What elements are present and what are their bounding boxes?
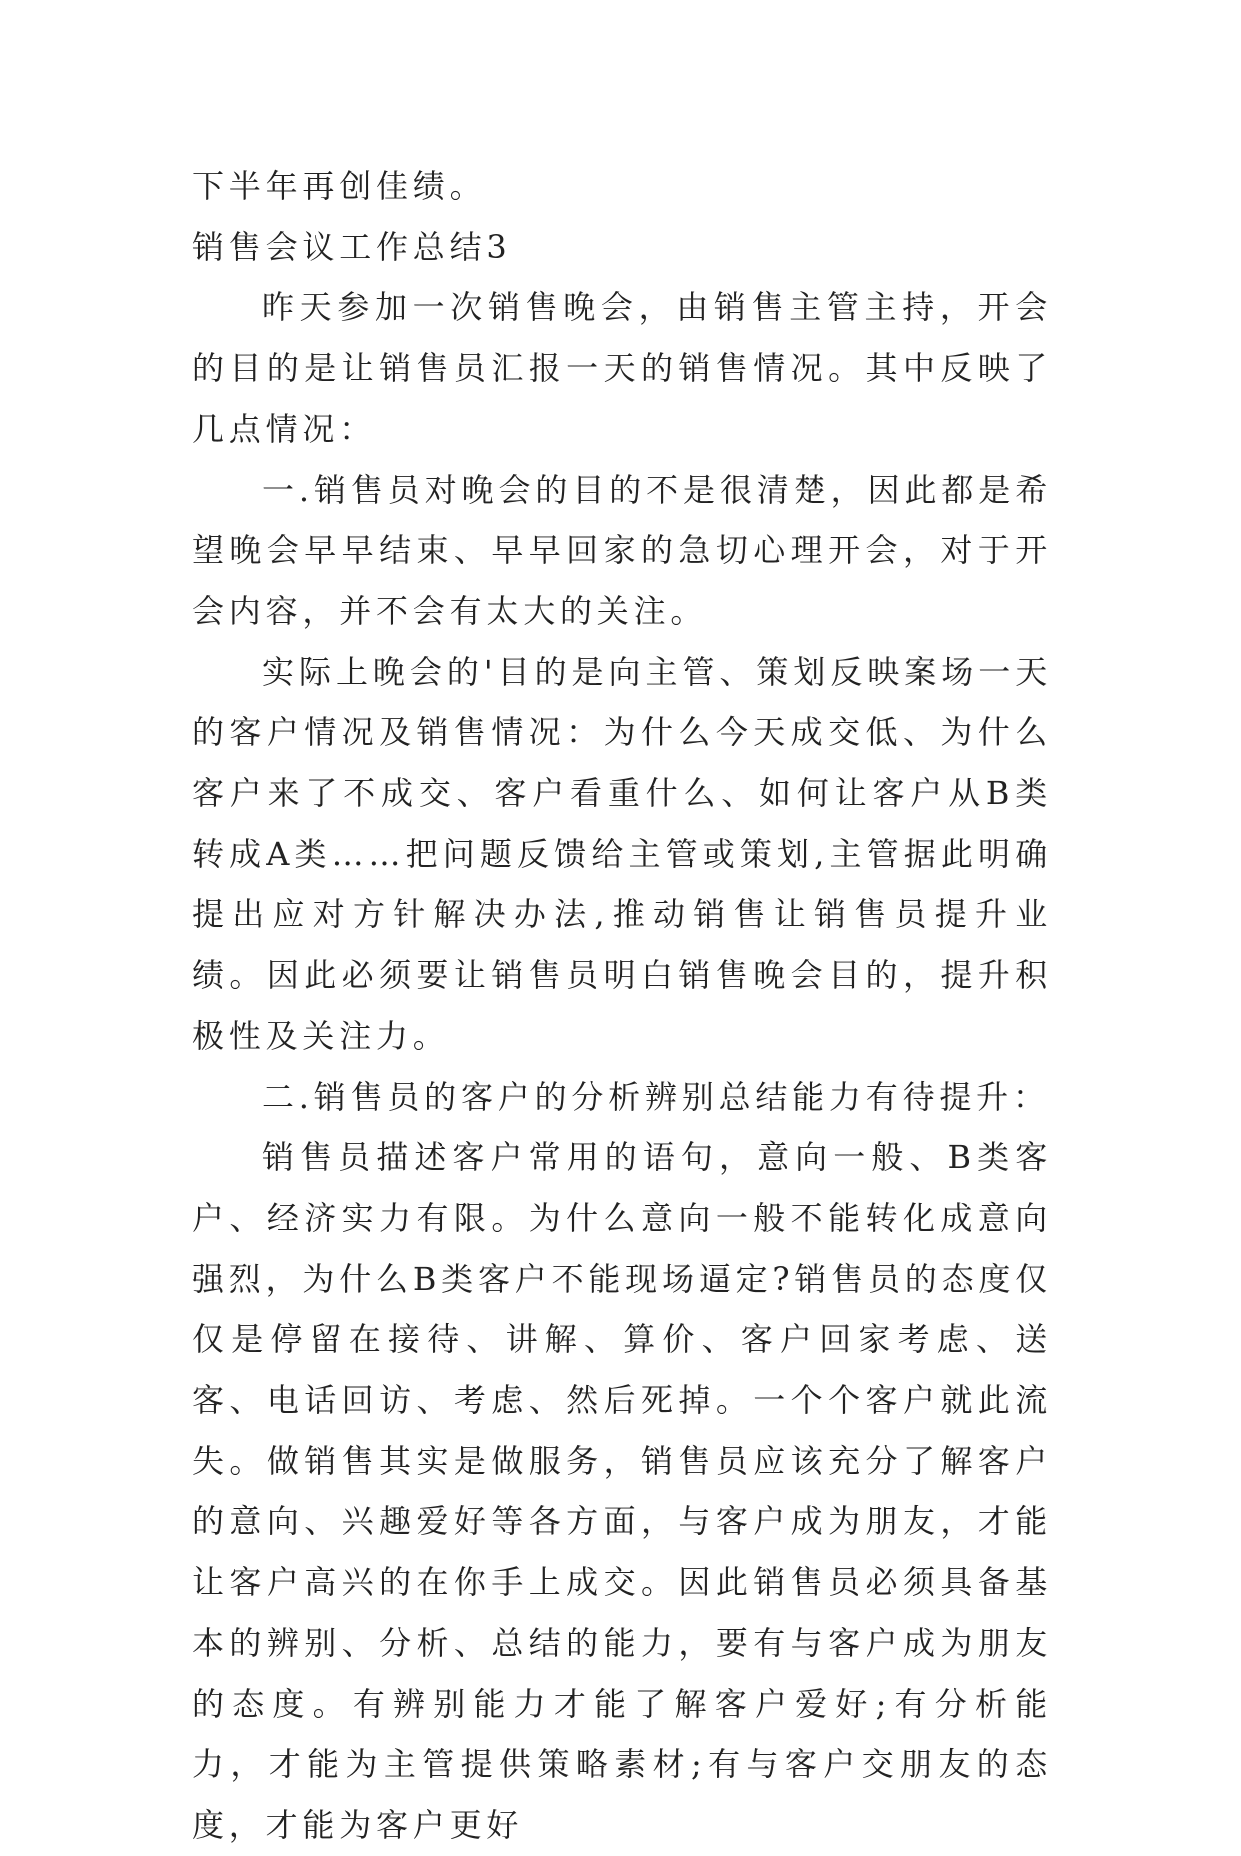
paragraph-purpose: 实际上晚会的'目的是向主管、策划反映案场一天的客户情况及销售情况：为什么今天成交低、为什么客户来了不成交、客户看重什么、如何让客户从B类转成A类……把问题反馈给主管或策划,主管据此明确提出应对方针解决办法,推动销售让销售员提升业绩。因此必须要让销售员明白销售晚会目的，提升积极性及关注力。 (192, 652, 1052, 1055)
paragraph-continuation: 下半年再创佳绩。 (192, 167, 487, 205)
document-body (192, 156, 1052, 1856)
paragraph-intro: 昨天参加一次销售晚会，由销售主管主持，开会的目的是让销售员汇报一天的销售情况。其中反映了几点情况： (192, 288, 1052, 448)
paragraph-analysis: 销售员描述客户常用的语句，意向一般、B类客户、经济实力有限。为什么意向一般不能转化成意向强烈，为什么B类客户不能现场逼定?销售员的态度仅仅是停留在接待、讲解、算价、客户回家考虑、送客、电话回访、考虑、然后死掉。一个个客户就此流失。做销售其实是做服务，销售员应该充分了解客户的意向、兴趣爱好等各方面，与客户成为朋友，才能让客户高兴的在你手上成交。因此销售员必须具备基本的辨别、分析、总结的能力，要有与客户成为朋友的态度。有辨别能力才能了解客户爱好;有分析能力，才能为主管提供策略素材;有与客户交朋友的态度，才能为客户更好 (192, 1138, 1052, 1844)
paragraph-point-one: 一.销售员对晚会的目的不是很清楚，因此都是希望晚会早早结束、早早回家的急切心理开会，对于开会内容，并不会有太大的关注。 (192, 470, 1052, 630)
section-heading: 销售会议工作总结3 (192, 227, 512, 266)
paragraph-point-two: 二.销售员的客户的分析辨别总结能力有待提升： (262, 1077, 1050, 1116)
